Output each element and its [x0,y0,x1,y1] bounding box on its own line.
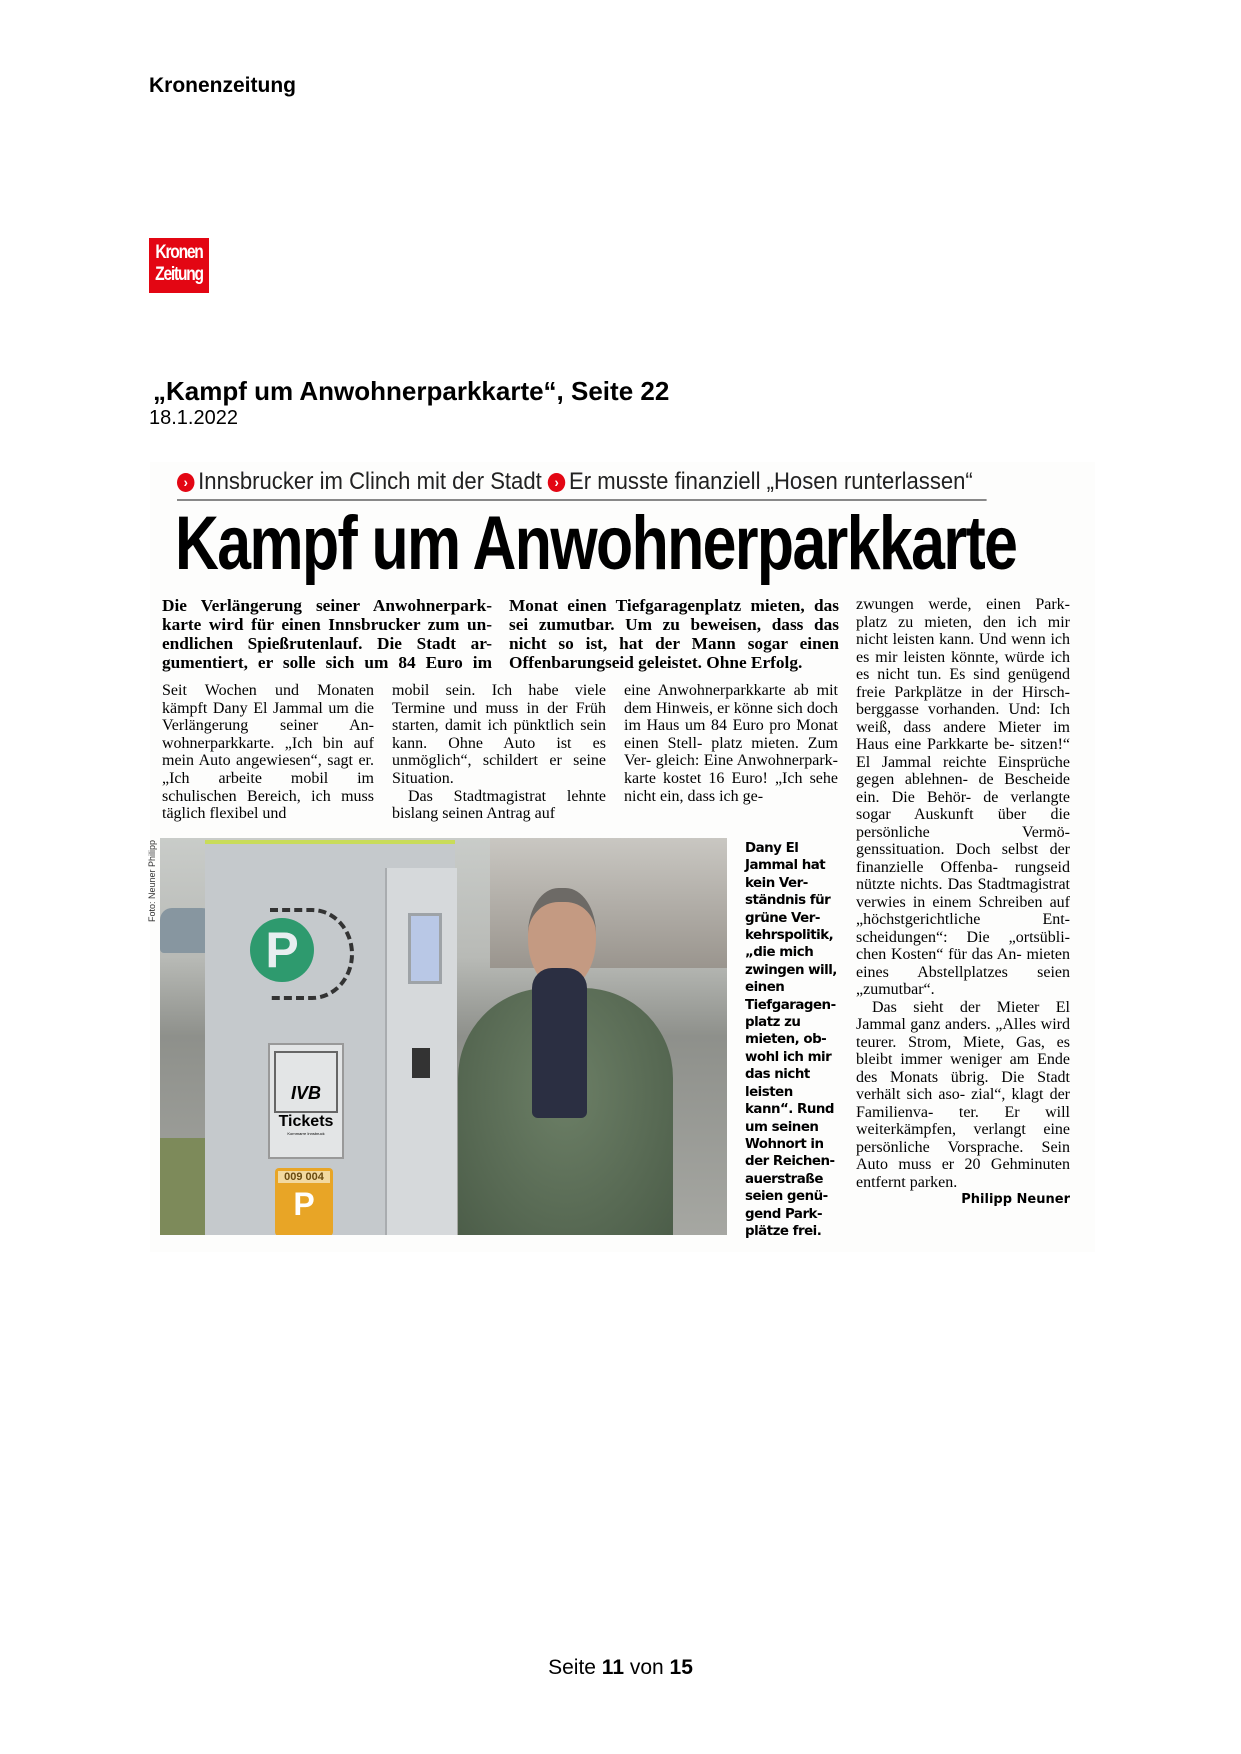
photo-caption: Dany El Jammal hat kein Ver- ständnis für grüne Ver- kehrspolitik, „die mich zwingen will, einen Tiefgaragen- platz zu mieten, ob- wohl ich mir das nicht leisten kann“. Rund um seinen Wohnort in der Reichen- auerstraße seien genü- gend Park- plätze frei. [745,841,837,1239]
logo-line-1: Kronen [155,242,203,263]
paragraph: Seit Wochen und Monaten kämpft Dany El Jammal um die Verlängerung seiner An- wohnerparkkarte. „Ich bin auf mein Auto angewiesen“, sagt er. „Ich arbeite mobil im schulischen Bereich, ich muss täglich flexibel und [162,682,374,823]
current-page: 11 [601,1656,624,1679]
kicker-line [177,468,987,501]
card-slot [412,1048,430,1078]
document-title: „Kampf um Anwohnerparkkarte“, Seite 22 [153,376,670,406]
page-footer [0,1656,1241,1680]
total-pages: 15 [669,1656,693,1679]
body-column-1 [162,682,374,823]
paragraph: Das Stadtmagistrat lehnte bislang seinen Antrag auf [392,787,606,823]
parking-p-icon: P [250,918,314,982]
ivb-ticket-sign [268,1043,344,1159]
paragraph-text: Das sieht der Mieter El Jammal ganz anders. „Alles wird teurer. Strom, Miete, Gas, es bleibt immer weniger am Ende des Monats übrig. Die Stadt verhält sich aso- zial“, klagt der Familienva- ter. Er will weiterkämpfen, verlangt eine persönliche Vorsprache. Sein Auto muss er 20 Gehminuten entfernt parken. [856,998,1070,1191]
paragraph: eine Anwohnerparkkarte ab mit dem Hinweis, er könne sich doch im Haus um 84 Euro pro Monat einen Stell- platz mieten. Zum Ver- gleich: Eine Anwohnerpark- karte kostet 16 Euro! „Ich sehe nicht ein, dass ich ge- [624,682,838,805]
kronen-zeitung-logo [149,238,209,293]
article-headline: Kampf um Anwohnerparkkarte [175,501,1017,586]
paragraph: mobil sein. Ich habe viele Termine und muss in der Früh starten, damit ich pünktlich sein kann. Ohne Auto ist es unmöglich“, schildert er seine Situation. [392,682,606,787]
body-column-3 [624,682,838,805]
tickets-sublabel: Kornmarre Innsbruck [287,1131,325,1136]
chevron-right-icon: › [177,473,194,492]
sticker-p-icon: P [293,1186,315,1222]
chevron-right-icon: › [548,473,565,492]
footer-mid: von [624,1656,670,1679]
clock-dial-icon [270,908,354,1000]
article-photo [160,838,727,1235]
footer-prefix: Seite [548,1656,602,1679]
machine-screen [408,913,442,984]
body-column-2 [392,682,606,823]
photo-credit: Foto: Neuner Philipp [147,840,157,923]
ivb-logo: IVB [274,1051,338,1113]
background-trees [490,838,727,968]
sticker-number: 009 004 [278,1171,330,1183]
paragraph: zwungen werde, einen Park- platz zu mieten, den ich mir nicht leisten kann. Und wenn ich es mir leisten könnte, würde ich es nicht tun. Es sind genügend freie Parkplätze in der Hirsch- berggasse vorhanden. Und: Ich weiß, dass andere Mieter im Haus eine Parkkarte be- sitzen!“ El Jammal reichte Einsprüche gegen ablehnen- de Bescheide ein. Die Behör- de verlangte sogar Auskunft über die persönliche Vermö- genssituation. Doch selbst der finanzielle Offenba- rungseid nützte nichts. Das Stadtmagistrat verwies in einem Schreiben auf „höchstgerichtliche Ent- scheidungen“: Die „ortsübli- chen Kosten“ für das An- mieten eines Abstellplatzes seien „zumutbar“. [856,596,1070,998]
body-column-4 [856,596,1070,1209]
author-byline: Philipp Neuner [961,1192,1070,1207]
logo-line-2: Zeitung [155,264,203,285]
handy-parken-sticker [275,1168,333,1235]
person-scarf [532,968,587,1118]
kicker-1: Innsbrucker im Clinch mit der Stadt [198,468,542,495]
kicker-2: Er musste finanziell „Hosen runterlassen“ [569,468,973,495]
document-date: 18.1.2022 [149,407,238,429]
tickets-label: Tickets [278,1113,334,1130]
source-name: Kronenzeitung [149,74,296,97]
paragraph [856,998,1070,1207]
intro-part-1: Die Verlängerung seiner Anwohnerpark- karte wird für einen Innsbrucker zum un- endlichen Spießrutenlauf. Die Stadt ar- gumentiert, er solle sich um 84 Euro im [162,596,492,672]
intro-part-2: Monat einen Tiefgaragenplatz mieten, das sei zumutbar. Um zu beweisen, dass das nicht so ist, hat der Mann sogar einen Offenbarungseid geleistet. Ohne Erfolg. [509,596,839,672]
